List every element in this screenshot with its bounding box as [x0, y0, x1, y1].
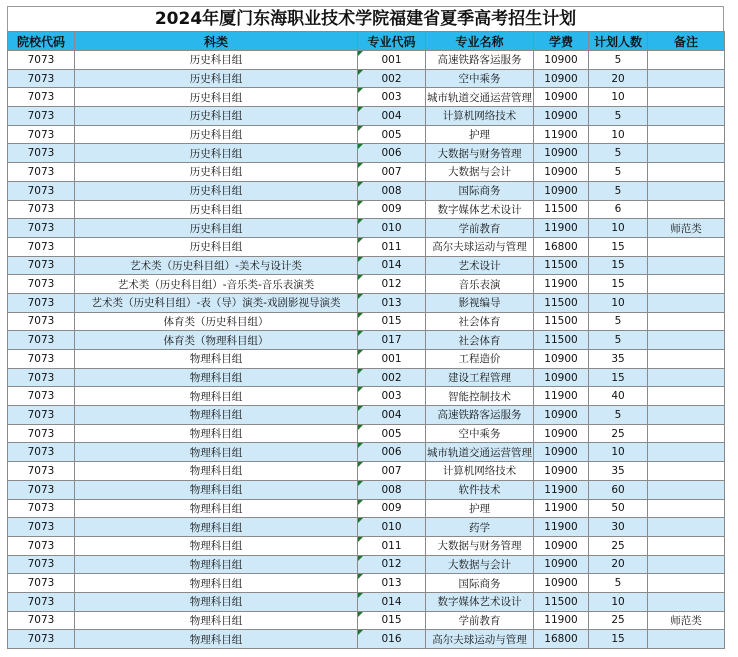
plan-count-cell: 5 — [589, 312, 648, 331]
school-code-cell: 7073 — [8, 256, 75, 275]
category-cell: 历史科目组 — [75, 181, 358, 200]
tuition-cell: 11900 — [534, 387, 589, 406]
note-cell: 师范类 — [648, 219, 725, 238]
note-cell — [648, 181, 725, 200]
major-name-cell: 影视编导 — [426, 293, 534, 312]
major-name-cell: 社会体育 — [426, 331, 534, 350]
major-code-cell: 011 — [358, 237, 426, 256]
table-row — [8, 163, 725, 182]
school-code-cell: 7073 — [8, 536, 75, 555]
tuition-cell: 11900 — [534, 219, 589, 238]
major-code-cell: 004 — [358, 406, 426, 425]
table-row — [8, 406, 725, 425]
category-cell: 历史科目组 — [75, 125, 358, 144]
table-row — [8, 443, 725, 462]
school-code-cell: 7073 — [8, 518, 75, 537]
table-row — [8, 480, 725, 499]
plan-count-cell: 5 — [589, 574, 648, 593]
table-row — [8, 518, 725, 537]
note-cell — [648, 163, 725, 182]
school-code-cell: 7073 — [8, 350, 75, 369]
major-code-cell: 006 — [358, 443, 426, 462]
note-cell — [648, 88, 725, 107]
col-header-plan-count: 计划人数 — [589, 32, 648, 51]
note-cell — [648, 331, 725, 350]
major-name-cell: 大数据与财务管理 — [426, 536, 534, 555]
school-code-cell: 7073 — [8, 163, 75, 182]
table-row — [8, 536, 725, 555]
major-code-cell: 002 — [358, 368, 426, 387]
plan-count-cell: 50 — [589, 499, 648, 518]
major-code-cell: 006 — [358, 144, 426, 163]
tuition-cell: 11900 — [534, 125, 589, 144]
plan-count-cell: 5 — [589, 144, 648, 163]
major-name-cell: 护理 — [426, 499, 534, 518]
school-code-cell: 7073 — [8, 331, 75, 350]
note-cell: 师范类 — [648, 611, 725, 630]
major-code-cell: 003 — [358, 88, 426, 107]
table-row — [8, 181, 725, 200]
major-name-cell: 数字媒体艺术设计 — [426, 592, 534, 611]
plan-count-cell: 25 — [589, 611, 648, 630]
category-cell: 物理科目组 — [75, 611, 358, 630]
category-cell: 物理科目组 — [75, 480, 358, 499]
category-cell: 物理科目组 — [75, 406, 358, 425]
note-cell — [648, 499, 725, 518]
plan-count-cell: 5 — [589, 107, 648, 126]
tuition-cell: 10900 — [534, 88, 589, 107]
category-cell: 历史科目组 — [75, 219, 358, 238]
category-cell: 历史科目组 — [75, 107, 358, 126]
major-code-cell: 015 — [358, 312, 426, 331]
plan-count-cell: 5 — [589, 51, 648, 70]
school-code-cell: 7073 — [8, 219, 75, 238]
major-name-cell: 数字媒体艺术设计 — [426, 200, 534, 219]
category-cell: 物理科目组 — [75, 443, 358, 462]
major-name-cell: 国际商务 — [426, 574, 534, 593]
table-row — [8, 293, 725, 312]
plan-count-cell: 10 — [589, 88, 648, 107]
major-name-cell: 大数据与会计 — [426, 163, 534, 182]
major-code-cell: 009 — [358, 200, 426, 219]
plan-count-cell: 10 — [589, 443, 648, 462]
tuition-cell: 11900 — [534, 611, 589, 630]
major-name-cell: 建设工程管理 — [426, 368, 534, 387]
major-code-cell: 016 — [358, 630, 426, 649]
table-row — [8, 256, 725, 275]
major-code-cell: 017 — [358, 331, 426, 350]
table-row — [8, 125, 725, 144]
major-name-cell: 高速铁路客运服务 — [426, 406, 534, 425]
table-row — [8, 368, 725, 387]
table-row — [8, 275, 725, 294]
table-row — [8, 630, 725, 649]
school-code-cell: 7073 — [8, 69, 75, 88]
tuition-cell: 11500 — [534, 200, 589, 219]
plan-count-cell: 15 — [589, 368, 648, 387]
table-row — [8, 88, 725, 107]
tuition-cell: 11500 — [534, 312, 589, 331]
school-code-cell: 7073 — [8, 200, 75, 219]
table-row — [8, 51, 725, 70]
school-code-cell: 7073 — [8, 88, 75, 107]
table-row — [8, 107, 725, 126]
school-code-cell: 7073 — [8, 107, 75, 126]
major-code-cell: 008 — [358, 181, 426, 200]
major-code-cell: 012 — [358, 275, 426, 294]
table-row — [8, 424, 725, 443]
tuition-cell: 11500 — [534, 256, 589, 275]
plan-count-cell: 60 — [589, 480, 648, 499]
tuition-cell: 10900 — [534, 462, 589, 481]
tuition-cell: 10900 — [534, 574, 589, 593]
major-name-cell: 空中乘务 — [426, 69, 534, 88]
plan-count-cell: 35 — [589, 350, 648, 369]
table-row — [8, 387, 725, 406]
school-code-cell: 7073 — [8, 387, 75, 406]
note-cell — [648, 107, 725, 126]
tuition-cell: 10900 — [534, 536, 589, 555]
note-cell — [648, 293, 725, 312]
school-code-cell: 7073 — [8, 592, 75, 611]
plan-count-cell: 10 — [589, 293, 648, 312]
category-cell: 体育类（物理科目组） — [75, 331, 358, 350]
plan-count-cell: 25 — [589, 424, 648, 443]
school-code-cell: 7073 — [8, 443, 75, 462]
tuition-cell: 10900 — [534, 107, 589, 126]
school-code-cell: 7073 — [8, 406, 75, 425]
tuition-cell: 16800 — [534, 630, 589, 649]
category-cell: 物理科目组 — [75, 387, 358, 406]
tuition-cell: 11900 — [534, 518, 589, 537]
category-cell: 物理科目组 — [75, 499, 358, 518]
school-code-cell: 7073 — [8, 237, 75, 256]
category-cell: 历史科目组 — [75, 237, 358, 256]
school-code-cell: 7073 — [8, 368, 75, 387]
major-code-cell: 014 — [358, 592, 426, 611]
school-code-cell: 7073 — [8, 611, 75, 630]
note-cell — [648, 144, 725, 163]
note-cell — [648, 312, 725, 331]
major-name-cell: 音乐表演 — [426, 275, 534, 294]
tuition-cell: 10900 — [534, 69, 589, 88]
major-code-cell: 008 — [358, 480, 426, 499]
tuition-cell: 11500 — [534, 331, 589, 350]
plan-count-cell: 10 — [589, 592, 648, 611]
note-cell — [648, 424, 725, 443]
note-cell — [648, 368, 725, 387]
plan-count-cell: 5 — [589, 406, 648, 425]
school-code-cell: 7073 — [8, 630, 75, 649]
note-cell — [648, 256, 725, 275]
enrollment-table — [7, 31, 725, 649]
tuition-cell: 10900 — [534, 424, 589, 443]
category-cell: 物理科目组 — [75, 368, 358, 387]
category-cell: 艺术类（历史科目组）-美术与设计类 — [75, 256, 358, 275]
enrollment-plan-sheet — [7, 6, 724, 649]
note-cell — [648, 237, 725, 256]
category-cell: 历史科目组 — [75, 51, 358, 70]
col-header-school-code: 院校代码 — [8, 32, 75, 51]
tuition-cell: 10900 — [534, 181, 589, 200]
school-code-cell: 7073 — [8, 181, 75, 200]
plan-count-cell: 5 — [589, 181, 648, 200]
major-code-cell: 007 — [358, 163, 426, 182]
note-cell — [648, 518, 725, 537]
school-code-cell: 7073 — [8, 125, 75, 144]
major-name-cell: 大数据与财务管理 — [426, 144, 534, 163]
major-name-cell: 工程造价 — [426, 350, 534, 369]
note-cell — [648, 592, 725, 611]
tuition-cell: 11900 — [534, 275, 589, 294]
note-cell — [648, 406, 725, 425]
col-header-note: 备注 — [648, 32, 725, 51]
major-code-cell: 007 — [358, 462, 426, 481]
header-row — [8, 32, 725, 51]
category-cell: 物理科目组 — [75, 462, 358, 481]
note-cell — [648, 69, 725, 88]
major-code-cell: 015 — [358, 611, 426, 630]
table-row — [8, 462, 725, 481]
school-code-cell: 7073 — [8, 275, 75, 294]
school-code-cell: 7073 — [8, 555, 75, 574]
major-name-cell: 智能控制技术 — [426, 387, 534, 406]
school-code-cell: 7073 — [8, 144, 75, 163]
major-code-cell: 009 — [358, 499, 426, 518]
category-cell: 物理科目组 — [75, 574, 358, 593]
major-name-cell: 城市轨道交通运营管理 — [426, 88, 534, 107]
table-row — [8, 611, 725, 630]
category-cell: 历史科目组 — [75, 69, 358, 88]
table-row — [8, 499, 725, 518]
note-cell — [648, 443, 725, 462]
note-cell — [648, 536, 725, 555]
tuition-cell: 10900 — [534, 163, 589, 182]
major-code-cell: 012 — [358, 555, 426, 574]
category-cell: 物理科目组 — [75, 424, 358, 443]
plan-count-cell: 35 — [589, 462, 648, 481]
major-name-cell: 大数据与会计 — [426, 555, 534, 574]
note-cell — [648, 350, 725, 369]
note-cell — [648, 275, 725, 294]
table-row — [8, 331, 725, 350]
plan-count-cell: 30 — [589, 518, 648, 537]
major-code-cell: 004 — [358, 107, 426, 126]
plan-count-cell: 5 — [589, 163, 648, 182]
category-cell: 物理科目组 — [75, 630, 358, 649]
category-cell: 艺术类（历史科目组）-表（导）演类-戏剧影视导演类 — [75, 293, 358, 312]
plan-count-cell: 15 — [589, 275, 648, 294]
plan-count-cell: 10 — [589, 125, 648, 144]
plan-count-cell: 15 — [589, 237, 648, 256]
table-row — [8, 312, 725, 331]
note-cell — [648, 200, 725, 219]
tuition-cell: 11900 — [534, 480, 589, 499]
col-header-major-code: 专业代码 — [358, 32, 426, 51]
col-header-tuition: 学费 — [534, 32, 589, 51]
school-code-cell: 7073 — [8, 574, 75, 593]
table-row — [8, 219, 725, 238]
plan-count-cell: 40 — [589, 387, 648, 406]
major-name-cell: 药学 — [426, 518, 534, 537]
school-code-cell: 7073 — [8, 499, 75, 518]
school-code-cell: 7073 — [8, 51, 75, 70]
major-code-cell: 013 — [358, 293, 426, 312]
tuition-cell: 10900 — [534, 51, 589, 70]
major-code-cell: 010 — [358, 219, 426, 238]
tuition-cell: 10900 — [534, 443, 589, 462]
school-code-cell: 7073 — [8, 462, 75, 481]
plan-count-cell: 25 — [589, 536, 648, 555]
school-code-cell: 7073 — [8, 312, 75, 331]
tuition-cell: 10900 — [534, 368, 589, 387]
major-code-cell: 001 — [358, 51, 426, 70]
category-cell: 物理科目组 — [75, 592, 358, 611]
table-row — [8, 555, 725, 574]
category-cell: 历史科目组 — [75, 88, 358, 107]
plan-count-cell: 6 — [589, 200, 648, 219]
note-cell — [648, 555, 725, 574]
major-name-cell: 社会体育 — [426, 312, 534, 331]
major-code-cell: 010 — [358, 518, 426, 537]
note-cell — [648, 125, 725, 144]
category-cell: 物理科目组 — [75, 555, 358, 574]
col-header-category: 科类 — [75, 32, 358, 51]
major-name-cell: 学前教育 — [426, 611, 534, 630]
note-cell — [648, 480, 725, 499]
major-code-cell: 002 — [358, 69, 426, 88]
col-header-major-name: 专业名称 — [426, 32, 534, 51]
table-row — [8, 592, 725, 611]
plan-count-cell: 20 — [589, 69, 648, 88]
major-name-cell: 艺术设计 — [426, 256, 534, 275]
plan-count-cell: 10 — [589, 219, 648, 238]
sheet-title: 2024年厦门东海职业技术学院福建省夏季高考招生计划 — [7, 6, 724, 31]
plan-count-cell: 15 — [589, 630, 648, 649]
major-code-cell: 001 — [358, 350, 426, 369]
plan-count-cell: 15 — [589, 256, 648, 275]
major-code-cell: 014 — [358, 256, 426, 275]
category-cell: 历史科目组 — [75, 144, 358, 163]
tuition-cell: 10900 — [534, 350, 589, 369]
major-code-cell: 003 — [358, 387, 426, 406]
table-row — [8, 69, 725, 88]
category-cell: 艺术类（历史科目组）-音乐类-音乐表演类 — [75, 275, 358, 294]
category-cell: 历史科目组 — [75, 200, 358, 219]
major-name-cell: 学前教育 — [426, 219, 534, 238]
tuition-cell: 10900 — [534, 406, 589, 425]
table-row — [8, 350, 725, 369]
category-cell: 历史科目组 — [75, 163, 358, 182]
major-code-cell: 013 — [358, 574, 426, 593]
category-cell: 物理科目组 — [75, 518, 358, 537]
school-code-cell: 7073 — [8, 480, 75, 499]
category-cell: 物理科目组 — [75, 536, 358, 555]
note-cell — [648, 574, 725, 593]
major-code-cell: 011 — [358, 536, 426, 555]
tuition-cell: 11900 — [534, 499, 589, 518]
tuition-cell: 11500 — [534, 293, 589, 312]
table-row — [8, 237, 725, 256]
table-row — [8, 144, 725, 163]
major-name-cell: 计算机网络技术 — [426, 462, 534, 481]
note-cell — [648, 630, 725, 649]
category-cell: 物理科目组 — [75, 350, 358, 369]
major-code-cell: 005 — [358, 424, 426, 443]
major-name-cell: 软件技术 — [426, 480, 534, 499]
note-cell — [648, 387, 725, 406]
major-name-cell: 高速铁路客运服务 — [426, 51, 534, 70]
note-cell — [648, 462, 725, 481]
major-name-cell: 护理 — [426, 125, 534, 144]
major-name-cell: 高尔夫球运动与管理 — [426, 630, 534, 649]
major-name-cell: 国际商务 — [426, 181, 534, 200]
table-row — [8, 574, 725, 593]
major-name-cell: 计算机网络技术 — [426, 107, 534, 126]
major-name-cell: 城市轨道交通运营管理 — [426, 443, 534, 462]
school-code-cell: 7073 — [8, 424, 75, 443]
school-code-cell: 7073 — [8, 293, 75, 312]
tuition-cell: 16800 — [534, 237, 589, 256]
category-cell: 体育类（历史科目组） — [75, 312, 358, 331]
tuition-cell: 10900 — [534, 144, 589, 163]
major-name-cell: 高尔夫球运动与管理 — [426, 237, 534, 256]
major-code-cell: 005 — [358, 125, 426, 144]
plan-count-cell: 20 — [589, 555, 648, 574]
table-row — [8, 200, 725, 219]
major-name-cell: 空中乘务 — [426, 424, 534, 443]
tuition-cell: 11500 — [534, 592, 589, 611]
plan-count-cell: 5 — [589, 331, 648, 350]
note-cell — [648, 51, 725, 70]
tuition-cell: 10900 — [534, 555, 589, 574]
